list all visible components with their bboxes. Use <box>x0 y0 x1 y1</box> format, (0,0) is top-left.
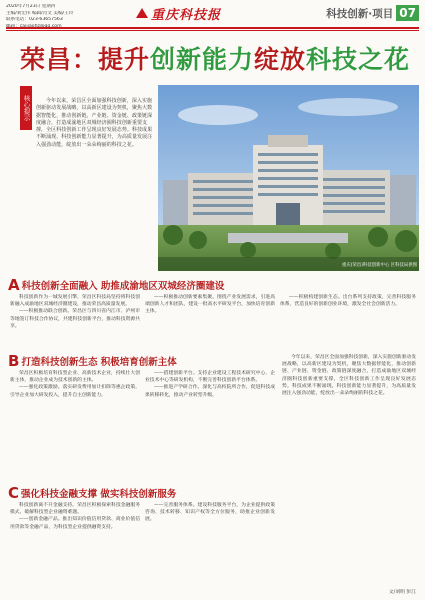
section-b-paragraph: ——搭建创新平台。支持企业建设工程技术研究中心、企业技术中心等研发机构，不断完善科技创新平台体系。 <box>145 371 275 384</box>
photo-caption: 重庆(荣昌)科技创新中心 区科技局供图 <box>341 263 417 268</box>
headline-part-4: 科技之花 <box>306 45 411 74</box>
page-number: 07 <box>396 5 419 21</box>
section-b-header <box>8 352 278 370</box>
header-rule-thin <box>6 30 419 31</box>
section-c-paragraph: ——创新金融产品。推出知识价值信用贷款、商业价值信用贷款等金融产品，为科技型企业提供融资支持。 <box>10 517 140 530</box>
byline: 文/刘明 彭江 <box>388 590 416 595</box>
section-b-paragraph: ——推进产学研合作。深化与高校院所合作，促进科技成果转移转化，推动产业转型升级。 <box>145 385 275 398</box>
header-phone: 联系电话：023-63657563 <box>6 17 63 23</box>
masthead <box>136 2 254 24</box>
section-c-col-1 <box>10 502 140 594</box>
intro-paragraph: 今年以来，荣昌区全面加强科技创新，深入实施创新驱动发展战略，以高新区建设为契机，聚焦大数据智能化，推动创新链、产业链、资金链、政策链深度融合，打造成渝地区双城经济圈科技创新重要支撑，全区科技创新工作呈现良好发展态势。科技成果不断涌现，科技创新能力显著提升，为高质量发展注入强劲动能，绽放出一朵朵绚丽的科技之花。 <box>36 98 153 148</box>
section-c-letter: C <box>8 484 20 502</box>
right-column-paragraph: 今年以来，荣昌区全面加强科技创新，深入实施创新驱动发展战略，以高新区建设为契机，聚焦大数据智能化，推动创新链、产业链、资金链、政策链深度融合，打造成渝地区双城经济圈科技创新重要支撑，全区科技创新工作呈现良好发展态势。科技成果不断涌现，科技创新能力显著提升，为高质量发展注入强劲动能，绽放出一朵朵绚丽的科技之花。 <box>282 355 416 397</box>
section-b-title: 打造科技创新生态 积极培育创新主体 <box>21 357 177 368</box>
section-a-title: 科技创新全面融入 助推成渝地区双城经济圈建设 <box>21 281 225 292</box>
section-a-paragraph: ——积极构建创新生态。出台系列支持政策，完善科技服务体系，营造良好的创新创业环境，激发全社会创新活力。 <box>280 295 416 308</box>
header-rule <box>6 27 419 29</box>
side-tag: 核心提示 <box>20 86 32 130</box>
masthead-title: 重庆科技报 <box>151 7 222 23</box>
section-c-paragraph: ——完善服务体系。建设科技服务平台，为企业提供政策咨询、技术转移、知识产权等全方位服务，助推企业创新发展。 <box>145 503 275 523</box>
section-b-letter: B <box>8 352 20 370</box>
section-name: 科技创新·项目 <box>326 7 394 20</box>
section-a-letter: A <box>8 276 20 294</box>
section-b-col-1 <box>10 370 140 480</box>
header-editors: 主编/刘宏伟 编辑/肖文 美编/王玲 <box>6 10 74 16</box>
right-column <box>282 354 416 586</box>
section-a-col-3 <box>280 294 416 348</box>
section-a-paragraph: ——积极推动联合创新。荣昌区与四川省内江市、泸州市等地签订科技合作协议，共建科技创新平台，推动科技资源共享。 <box>10 309 140 329</box>
section-c-header <box>8 484 278 502</box>
intro-text <box>36 98 154 149</box>
headline-part-2: 创新能力 <box>150 45 255 74</box>
building-photo-illustration <box>158 85 419 271</box>
section-c-paragraph: 科技创新离不开金融支持。荣昌区积极探索科技金融服务模式，破解科技型企业融资难题。 <box>10 503 140 516</box>
headline-part-3: 绽放 <box>254 45 307 74</box>
section-b-paragraph: ——强化政策激励。落实研发费用加计扣除等惠企政策，引导企业加大研发投入，提升自主创新能力。 <box>10 385 140 398</box>
section-a-paragraph: ——积极推动创新要素集聚。围绕产业发展需求，引进高端创新人才和团队，建设一批高水平研发平台，加快培育创新主体。 <box>145 295 275 315</box>
section-a-col-2 <box>145 294 275 348</box>
lead-photo <box>158 85 419 271</box>
section-c-col-2 <box>145 502 275 594</box>
section-c-title: 强化科技金融支撑 做实科技创新服务 <box>21 489 177 500</box>
header-date: 2020年7月23日 星期四 <box>6 4 56 9</box>
section-a-header <box>8 276 418 294</box>
masthead-logo-icon <box>136 8 148 18</box>
header-section-block <box>326 4 419 22</box>
section-b-col-2 <box>145 370 275 480</box>
section-a-col-1 <box>10 294 140 348</box>
headline <box>20 40 420 76</box>
section-b-paragraph: 荣昌区积极培育科技型企业、高新技术企业，持续壮大创新主体，推动企业成为技术创新的主体。 <box>10 371 140 384</box>
section-a-paragraph: 科技创新作为一城发展引擎，荣昌区科技局坚持将科技创新融入成渝地区双城经济圈建设，推动荣昌高质量发展。 <box>10 295 140 308</box>
headline-part-1: 荣昌：提升 <box>20 45 151 74</box>
